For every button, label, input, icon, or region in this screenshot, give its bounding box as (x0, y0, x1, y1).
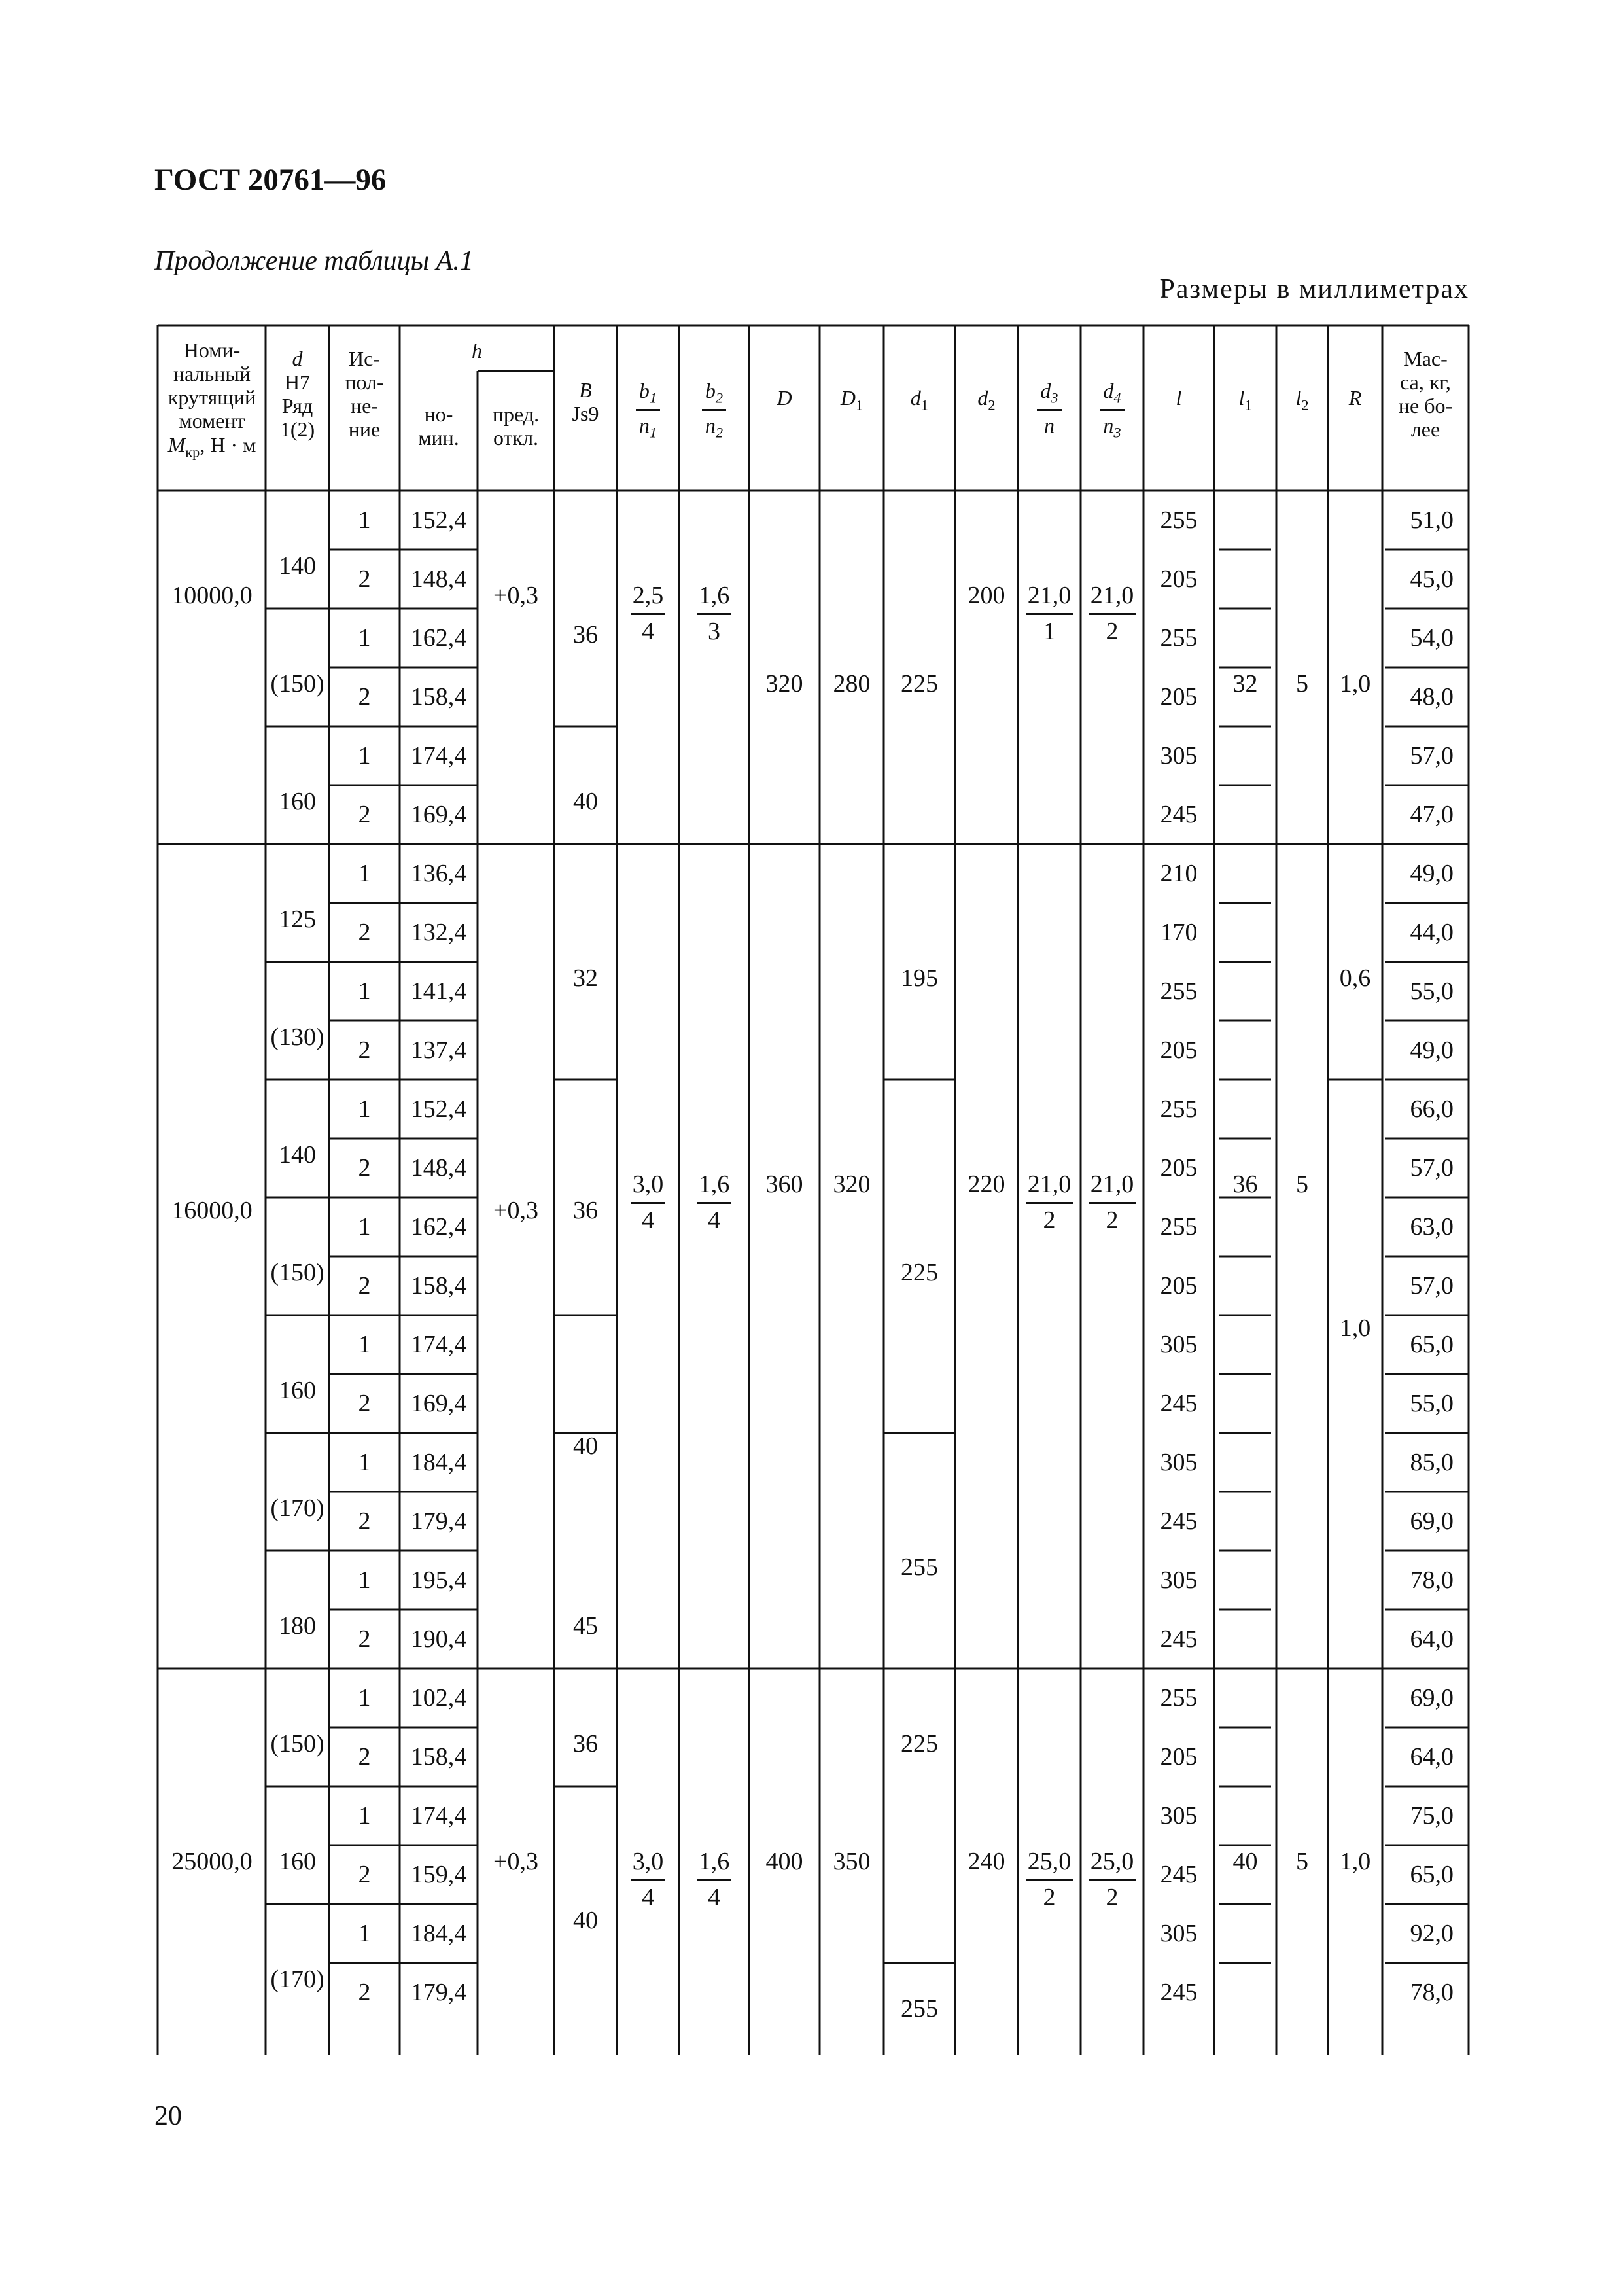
variant-cell: 2 (358, 1154, 371, 1182)
d1-cell: 225 (901, 670, 938, 698)
header-l: l (1176, 386, 1182, 410)
mass-cell: 54,0 (1410, 624, 1454, 652)
h-nominal-cell: 136,4 (410, 860, 467, 887)
variant-cell: 1 (358, 624, 371, 652)
variant-cell: 1 (358, 860, 371, 887)
h-nominal-cell: 141,4 (410, 978, 467, 1005)
d2-cell: 240 (968, 1848, 1005, 1875)
l-cell: 245 (1160, 801, 1198, 828)
table-continuation-caption: Продолжение таблицы А.1 (154, 246, 474, 276)
header-B: B Js9 (572, 378, 599, 426)
h-nominal-cell: 174,4 (410, 1802, 467, 1829)
page-number: 20 (154, 2101, 182, 2131)
variant-cell: 1 (358, 1566, 371, 1594)
l-cell: 255 (1160, 1684, 1198, 1712)
header-d2: $d_2$ (977, 386, 996, 414)
header-d4-n3: $\frac{d_4}{n_3}$ (1081, 378, 1143, 442)
h-nominal-cell: 162,4 (410, 1213, 467, 1241)
mass-cell: 57,0 (1410, 1272, 1454, 1299)
header-torque: Номи- нальный крутящий момент $M_{кр}$, Н · м (167, 338, 256, 461)
variant-cell: 2 (358, 1979, 371, 2006)
variant-cell: 1 (358, 1802, 371, 1829)
l2-cell: 5 (1296, 1848, 1308, 1875)
mass-cell: 75,0 (1410, 1802, 1454, 1829)
d-cell: (170) (270, 1966, 324, 1993)
l-cell: 245 (1160, 1390, 1198, 1417)
mass-cell: 92,0 (1410, 1920, 1454, 1947)
units-caption: Размеры в миллиметрах (1159, 274, 1469, 304)
h-nominal-cell: 137,4 (410, 1036, 467, 1064)
h-nominal-cell: 179,4 (410, 1979, 467, 2006)
mass-cell: 48,0 (1410, 683, 1454, 711)
B-cell: 36 (573, 1730, 598, 1757)
h-nominal-cell: 184,4 (410, 1920, 467, 1947)
b1-n1-cell: $\frac{2,5}{4}$ (618, 581, 678, 646)
mass-cell: 64,0 (1410, 1625, 1454, 1653)
l-cell: 305 (1160, 1566, 1198, 1594)
d1-cell: 195 (901, 964, 938, 992)
B-cell: 45 (573, 1612, 598, 1640)
h-nominal-cell: 169,4 (410, 801, 467, 828)
variant-cell: 1 (358, 1213, 371, 1241)
torque-cell: 25000,0 (171, 1848, 253, 1875)
h-nominal-cell: 102,4 (410, 1684, 467, 1712)
l-cell: 255 (1160, 978, 1198, 1005)
header-d3-n: $\frac{d_3}{n}$ (1019, 378, 1080, 438)
header-D: D (777, 386, 792, 410)
header-h-nominal: но- мин. (418, 402, 459, 450)
variant-cell: 1 (358, 1095, 371, 1123)
header-D1: $D_1$ (840, 386, 864, 414)
mass-cell: 44,0 (1410, 919, 1454, 946)
l-cell: 205 (1160, 1272, 1198, 1299)
document-title: ГОСТ 20761—96 (154, 163, 387, 197)
header-b1-n1: $\frac{b_1}{n_1}$ (618, 378, 678, 442)
h-nominal-cell: 179,4 (410, 1508, 467, 1535)
l-cell: 245 (1160, 1625, 1198, 1653)
l-cell: 255 (1160, 506, 1198, 534)
mass-cell: 45,0 (1410, 565, 1454, 593)
l-cell: 205 (1160, 683, 1198, 711)
d1-cell: 225 (901, 1259, 938, 1286)
header-d: d Н7 Ряд 1(2) (279, 347, 315, 442)
d-cell: 125 (279, 906, 316, 933)
mass-cell: 65,0 (1410, 1331, 1454, 1358)
variant-cell: 1 (358, 978, 371, 1005)
variant-cell: 2 (358, 1743, 371, 1771)
d1-cell: 225 (901, 1730, 938, 1757)
D-cell: 320 (765, 670, 803, 698)
B-cell: 32 (573, 964, 598, 992)
header-b2-n2: $\frac{b_2}{n_2}$ (680, 378, 748, 442)
l1-cell: 32 (1232, 670, 1258, 698)
variant-cell: 2 (358, 919, 371, 946)
variant-cell: 1 (358, 742, 371, 769)
D1-cell: 280 (833, 670, 871, 698)
d4-n3-cell: $\frac{21,0}{2}$ (1081, 1170, 1143, 1235)
h-nominal-cell: 162,4 (410, 624, 467, 652)
l-cell: 255 (1160, 1095, 1198, 1123)
D1-cell: 320 (833, 1171, 871, 1198)
l1-cell: 40 (1232, 1848, 1258, 1875)
d-cell: 180 (279, 1612, 316, 1640)
l-cell: 255 (1160, 624, 1198, 652)
B-cell: 40 (573, 1432, 598, 1460)
d3-n-cell: $\frac{21,0}{1}$ (1019, 581, 1080, 646)
mass-cell: 47,0 (1410, 801, 1454, 828)
l-cell: 305 (1160, 1331, 1198, 1358)
mass-cell: 65,0 (1410, 1861, 1454, 1888)
h-nominal-cell: 148,4 (410, 1154, 467, 1182)
l2-cell: 5 (1296, 1171, 1308, 1198)
mass-cell: 55,0 (1410, 978, 1454, 1005)
h-nominal-cell: 152,4 (410, 1095, 467, 1123)
h-nominal-cell: 169,4 (410, 1390, 467, 1417)
d1-cell: 255 (901, 1995, 938, 2022)
variant-cell: 1 (358, 506, 371, 534)
l-cell: 170 (1160, 919, 1198, 946)
R-cell: 1,0 (1339, 1848, 1371, 1875)
h-nominal-cell: 190,4 (410, 1625, 467, 1653)
mass-cell: 64,0 (1410, 1743, 1454, 1771)
l-cell: 205 (1160, 1154, 1198, 1182)
B-cell: 36 (573, 1197, 598, 1224)
header-h: h (472, 339, 482, 362)
mass-cell: 63,0 (1410, 1213, 1454, 1241)
l-cell: 255 (1160, 1213, 1198, 1241)
B-cell: 36 (573, 621, 598, 648)
l-cell: 205 (1160, 1036, 1198, 1064)
d-cell: (170) (270, 1494, 324, 1522)
header-h-tolerance: пред. откл. (492, 402, 540, 450)
variant-cell: 2 (358, 1272, 371, 1299)
torque-cell: 10000,0 (171, 582, 253, 609)
D-cell: 360 (765, 1171, 803, 1198)
mass-cell: 57,0 (1410, 742, 1454, 769)
l-cell: 245 (1160, 1979, 1198, 2006)
mass-cell: 51,0 (1410, 506, 1454, 534)
d-cell: 160 (279, 788, 316, 815)
header-mass: Мас- са, кг, не бо- лее (1398, 347, 1453, 442)
l-cell: 205 (1160, 565, 1198, 593)
h-nominal-cell: 174,4 (410, 1331, 467, 1358)
b1-n1-cell: $\frac{3,0}{4}$ (618, 1847, 678, 1913)
variant-cell: 2 (358, 1036, 371, 1064)
variant-cell: 1 (358, 1449, 371, 1476)
D1-cell: 350 (833, 1848, 871, 1875)
B-cell: 40 (573, 1907, 598, 1934)
variant-cell: 1 (358, 1920, 371, 1947)
mass-cell: 49,0 (1410, 1036, 1454, 1064)
variant-cell: 2 (358, 801, 371, 828)
D-cell: 400 (765, 1848, 803, 1875)
l-cell: 305 (1160, 742, 1198, 769)
l-cell: 245 (1160, 1861, 1198, 1888)
d4-n3-cell: $\frac{21,0}{2}$ (1081, 581, 1143, 646)
l-cell: 205 (1160, 1743, 1198, 1771)
h-nominal-cell: 184,4 (410, 1449, 467, 1476)
l2-cell: 5 (1296, 670, 1308, 698)
d-cell: (150) (270, 1730, 324, 1757)
B-cell: 40 (573, 788, 598, 815)
variant-cell: 2 (358, 565, 371, 593)
l-cell: 305 (1160, 1920, 1198, 1947)
header-l1: $l_1$ (1238, 386, 1252, 414)
l1-cell: 36 (1232, 1171, 1258, 1198)
d-cell: (130) (270, 1023, 324, 1051)
h-nominal-cell: 158,4 (410, 683, 467, 711)
header-l2: $l_2$ (1295, 386, 1309, 414)
mass-cell: 69,0 (1410, 1508, 1454, 1535)
d3-n-cell: $\frac{25,0}{2}$ (1019, 1847, 1080, 1913)
header-d1: $d_1$ (910, 386, 929, 414)
header-variant: Ис- пол- не- ние (345, 347, 384, 442)
header-R: R (1348, 386, 1362, 410)
R-cell: 1,0 (1339, 670, 1371, 698)
mass-cell: 66,0 (1410, 1095, 1454, 1123)
d-cell: 160 (279, 1377, 316, 1404)
variant-cell: 2 (358, 1861, 371, 1888)
h-nominal-cell: 195,4 (410, 1566, 467, 1594)
mass-cell: 69,0 (1410, 1684, 1454, 1712)
variant-cell: 1 (358, 1684, 371, 1712)
l-cell: 305 (1160, 1802, 1198, 1829)
d-cell: 140 (279, 552, 316, 580)
h-nominal-cell: 132,4 (410, 919, 467, 946)
R-cell: 1,0 (1339, 1315, 1371, 1342)
mass-cell: 57,0 (1410, 1154, 1454, 1182)
b2-n2-cell: $\frac{1,6}{3}$ (680, 581, 748, 646)
mass-cell: 85,0 (1410, 1449, 1454, 1476)
d2-cell: 220 (968, 1171, 1005, 1198)
d-cell: (150) (270, 1259, 324, 1286)
d2-cell: 200 (968, 582, 1005, 609)
tolerance-cell: +0,3 (493, 1848, 538, 1875)
d-cell: 140 (279, 1141, 316, 1169)
d1-cell: 255 (901, 1553, 938, 1581)
l-cell: 305 (1160, 1449, 1198, 1476)
mass-cell: 78,0 (1410, 1566, 1454, 1594)
d3-n-cell: $\frac{21,0}{2}$ (1019, 1170, 1080, 1235)
R-cell: 0,6 (1339, 964, 1371, 992)
tolerance-cell: +0,3 (493, 1197, 538, 1224)
h-nominal-cell: 152,4 (410, 506, 467, 534)
variant-cell: 2 (358, 1508, 371, 1535)
torque-cell: 16000,0 (171, 1197, 253, 1224)
l-cell: 210 (1160, 860, 1198, 887)
variant-cell: 2 (358, 683, 371, 711)
mass-cell: 55,0 (1410, 1390, 1454, 1417)
h-nominal-cell: 158,4 (410, 1272, 467, 1299)
d-cell: (150) (270, 670, 324, 698)
l-cell: 245 (1160, 1508, 1198, 1535)
tolerance-cell: +0,3 (493, 582, 538, 609)
h-nominal-cell: 158,4 (410, 1743, 467, 1771)
variant-cell: 2 (358, 1390, 371, 1417)
h-nominal-cell: 174,4 (410, 742, 467, 769)
b1-n1-cell: $\frac{3,0}{4}$ (618, 1170, 678, 1235)
d4-n3-cell: $\frac{25,0}{2}$ (1081, 1847, 1143, 1913)
variant-cell: 2 (358, 1625, 371, 1653)
h-nominal-cell: 159,4 (410, 1861, 467, 1888)
h-nominal-cell: 148,4 (410, 565, 467, 593)
mass-cell: 49,0 (1410, 860, 1454, 887)
b2-n2-cell: $\frac{1,6}{4}$ (680, 1847, 748, 1913)
variant-cell: 1 (358, 1331, 371, 1358)
b2-n2-cell: $\frac{1,6}{4}$ (680, 1170, 748, 1235)
d-cell: 160 (279, 1848, 316, 1875)
mass-cell: 78,0 (1410, 1979, 1454, 2006)
